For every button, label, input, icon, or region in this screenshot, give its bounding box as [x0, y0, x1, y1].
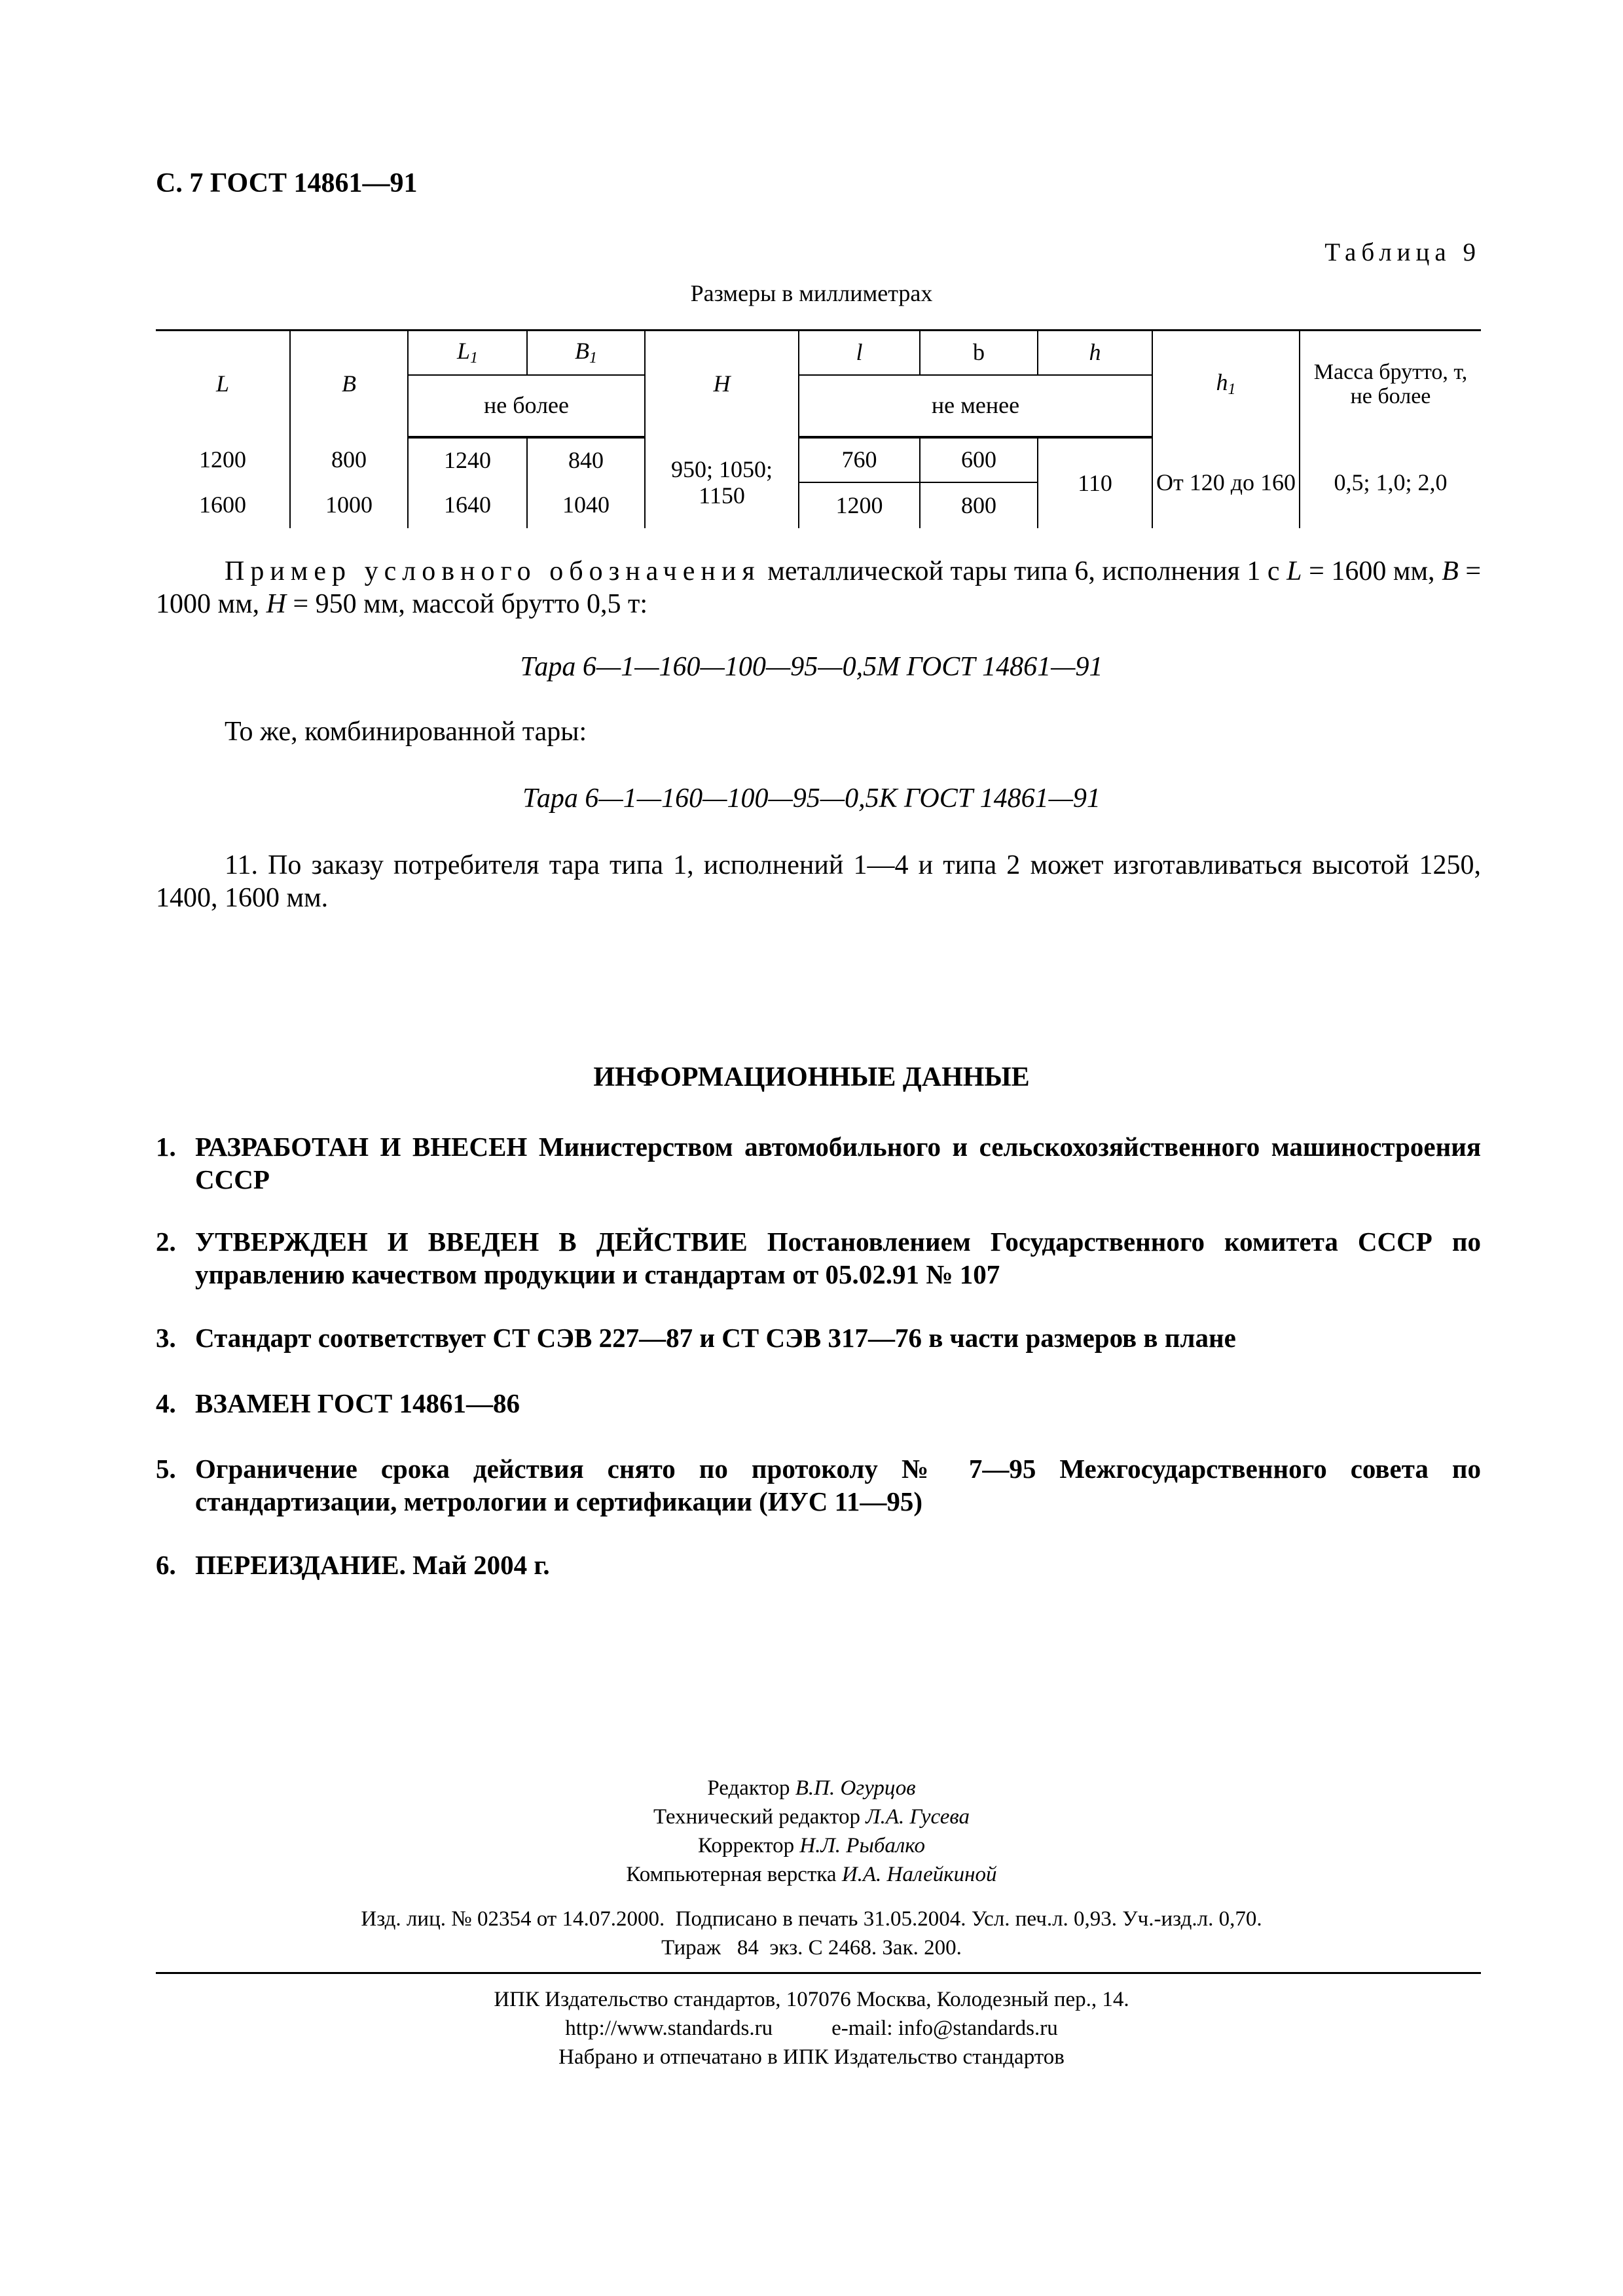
cell-L1: 1640	[408, 482, 527, 528]
header-mass: Масса брутто, т, не более	[1300, 331, 1481, 438]
cell-L1: 1240	[408, 437, 527, 482]
cell-b: 600	[920, 437, 1038, 482]
header-B: B	[290, 331, 408, 438]
table-caption: Таблица 9	[1324, 238, 1481, 266]
header-B1: $B_1$	[527, 331, 645, 376]
header-h1: $h_1$	[1152, 331, 1300, 438]
credit-line: Корректор Н.Л. Рыбалко	[698, 1834, 925, 1857]
cell-h1: От 120 до 160	[1152, 437, 1300, 528]
info-item: 2. УТВЕРЖДЕН И ВВЕДЕН В ДЕЙСТВИЕ Постановлением Государственного комитета СССР по управлению качеством продукции и стандартам от 05.02.91 № 107	[156, 1227, 1481, 1289]
credit-line: Технический редактор Л.А. Гусева	[653, 1805, 970, 1829]
cell-b: 800	[920, 482, 1038, 528]
cell-L: 1600	[156, 482, 290, 528]
credit-line: Редактор В.П. Огурцов	[707, 1776, 916, 1800]
item-11-paragraph: 11. По заказу потребителя тара типа 1, исполнений 1—4 и типа 2 может изготавливаться высотой 1250, 1400, 1600 мм.	[156, 850, 1481, 913]
header-not-less: не менее	[799, 375, 1152, 437]
cell-l: 760	[799, 437, 920, 482]
info-item: 6. ПЕРЕИЗДАНИЕ. Май 2004 г.	[156, 1550, 550, 1580]
header-L: L	[156, 331, 290, 438]
print-info-line: Изд. лиц. № 02354 от 14.07.2000. Подписано в печать 31.05.2004. Усл. печ.л. 0,93. Уч.-изд.л. 0,70.	[361, 1907, 1262, 1931]
cell-B: 1000	[290, 482, 408, 528]
dimensions-table	[156, 329, 1481, 528]
editorial-credits	[0, 1774, 1623, 1889]
cell-H: 950; 1050; 1150	[645, 437, 799, 528]
header-L1: $L_1$	[408, 331, 527, 376]
cell-B: 800	[290, 437, 408, 482]
cell-h: 110	[1038, 437, 1152, 528]
credit-line: Компьютерная верстка И.А. Налейкиной	[626, 1863, 997, 1886]
page-header: С. 7 ГОСТ 14861—91	[156, 168, 418, 198]
publisher-email[interactable]: e-mail: info@standards.ru	[831, 2017, 1058, 2040]
designation-formula-metal: Тара 6—1—160—100—95—0,5М ГОСТ 14861—91	[520, 652, 1103, 682]
table-units-note: Размеры в миллиметрах	[690, 280, 933, 306]
footer-divider	[156, 1972, 1481, 1974]
cell-B1: 1040	[527, 482, 645, 528]
header-not-more: не более	[408, 375, 645, 437]
print-info-line: Тираж 84 экз. С 2468. Зак. 200.	[661, 1936, 962, 1960]
info-item: 5. Ограничение срока действия снято по протоколу № 7—95 Межгосударственного совета по стандартизации, метрологии и сертификации (ИУС 11—95)	[156, 1454, 1481, 1516]
header-b: b	[920, 331, 1038, 376]
info-item: 1. РАЗРАБОТАН И ВНЕСЕН Министерством автомобильного и сельскохозяйственного машиностроения СССР	[156, 1132, 1481, 1194]
cell-L: 1200	[156, 437, 290, 482]
info-section-title: ИНФОРМАЦИОННЫЕ ДАННЫЕ	[593, 1062, 1030, 1092]
header-H: H	[645, 331, 799, 438]
publisher-info	[0, 1985, 1623, 2072]
cell-mass: 0,5; 1,0; 2,0	[1300, 437, 1481, 528]
info-item: 3. Стандарт соответствует СТ СЭВ 227—87 и СТ СЭВ 317—76 в части размеров в плане	[156, 1323, 1236, 1353]
publisher-url[interactable]: http://www.standards.ru	[565, 2017, 773, 2040]
designation-example-paragraph: Пример условного обозначения металлической тары типа 6, исполнения 1 с L = 1600 мм, B = 1000 мм, H = 950 мм, массой брутто 0,5 т:	[156, 556, 1482, 619]
header-h: h	[1038, 331, 1152, 376]
table-row	[156, 437, 1481, 482]
cell-l: 1200	[799, 482, 920, 528]
publisher-address: ИПК Издательство стандартов, 107076 Москва, Колодезный пер., 14.	[494, 1988, 1129, 2011]
table-header-row	[156, 331, 1481, 376]
header-l: l	[799, 331, 920, 376]
same-combined-paragraph: То же, комбинированной тары:	[225, 717, 587, 747]
print-info	[0, 1905, 1623, 1962]
designation-formula-combined: Тара 6—1—160—100—95—0,5К ГОСТ 14861—91	[522, 783, 1101, 814]
publisher-printed-by: Набрано и отпечатано в ИПК Издательство стандартов	[558, 2045, 1065, 2069]
publisher-contacts	[0, 2014, 1623, 2043]
info-item: 4. ВЗАМЕН ГОСТ 14861—86	[156, 1388, 520, 1418]
cell-B1: 840	[527, 437, 645, 482]
example-lead: Пример условного обозначения	[225, 556, 761, 586]
